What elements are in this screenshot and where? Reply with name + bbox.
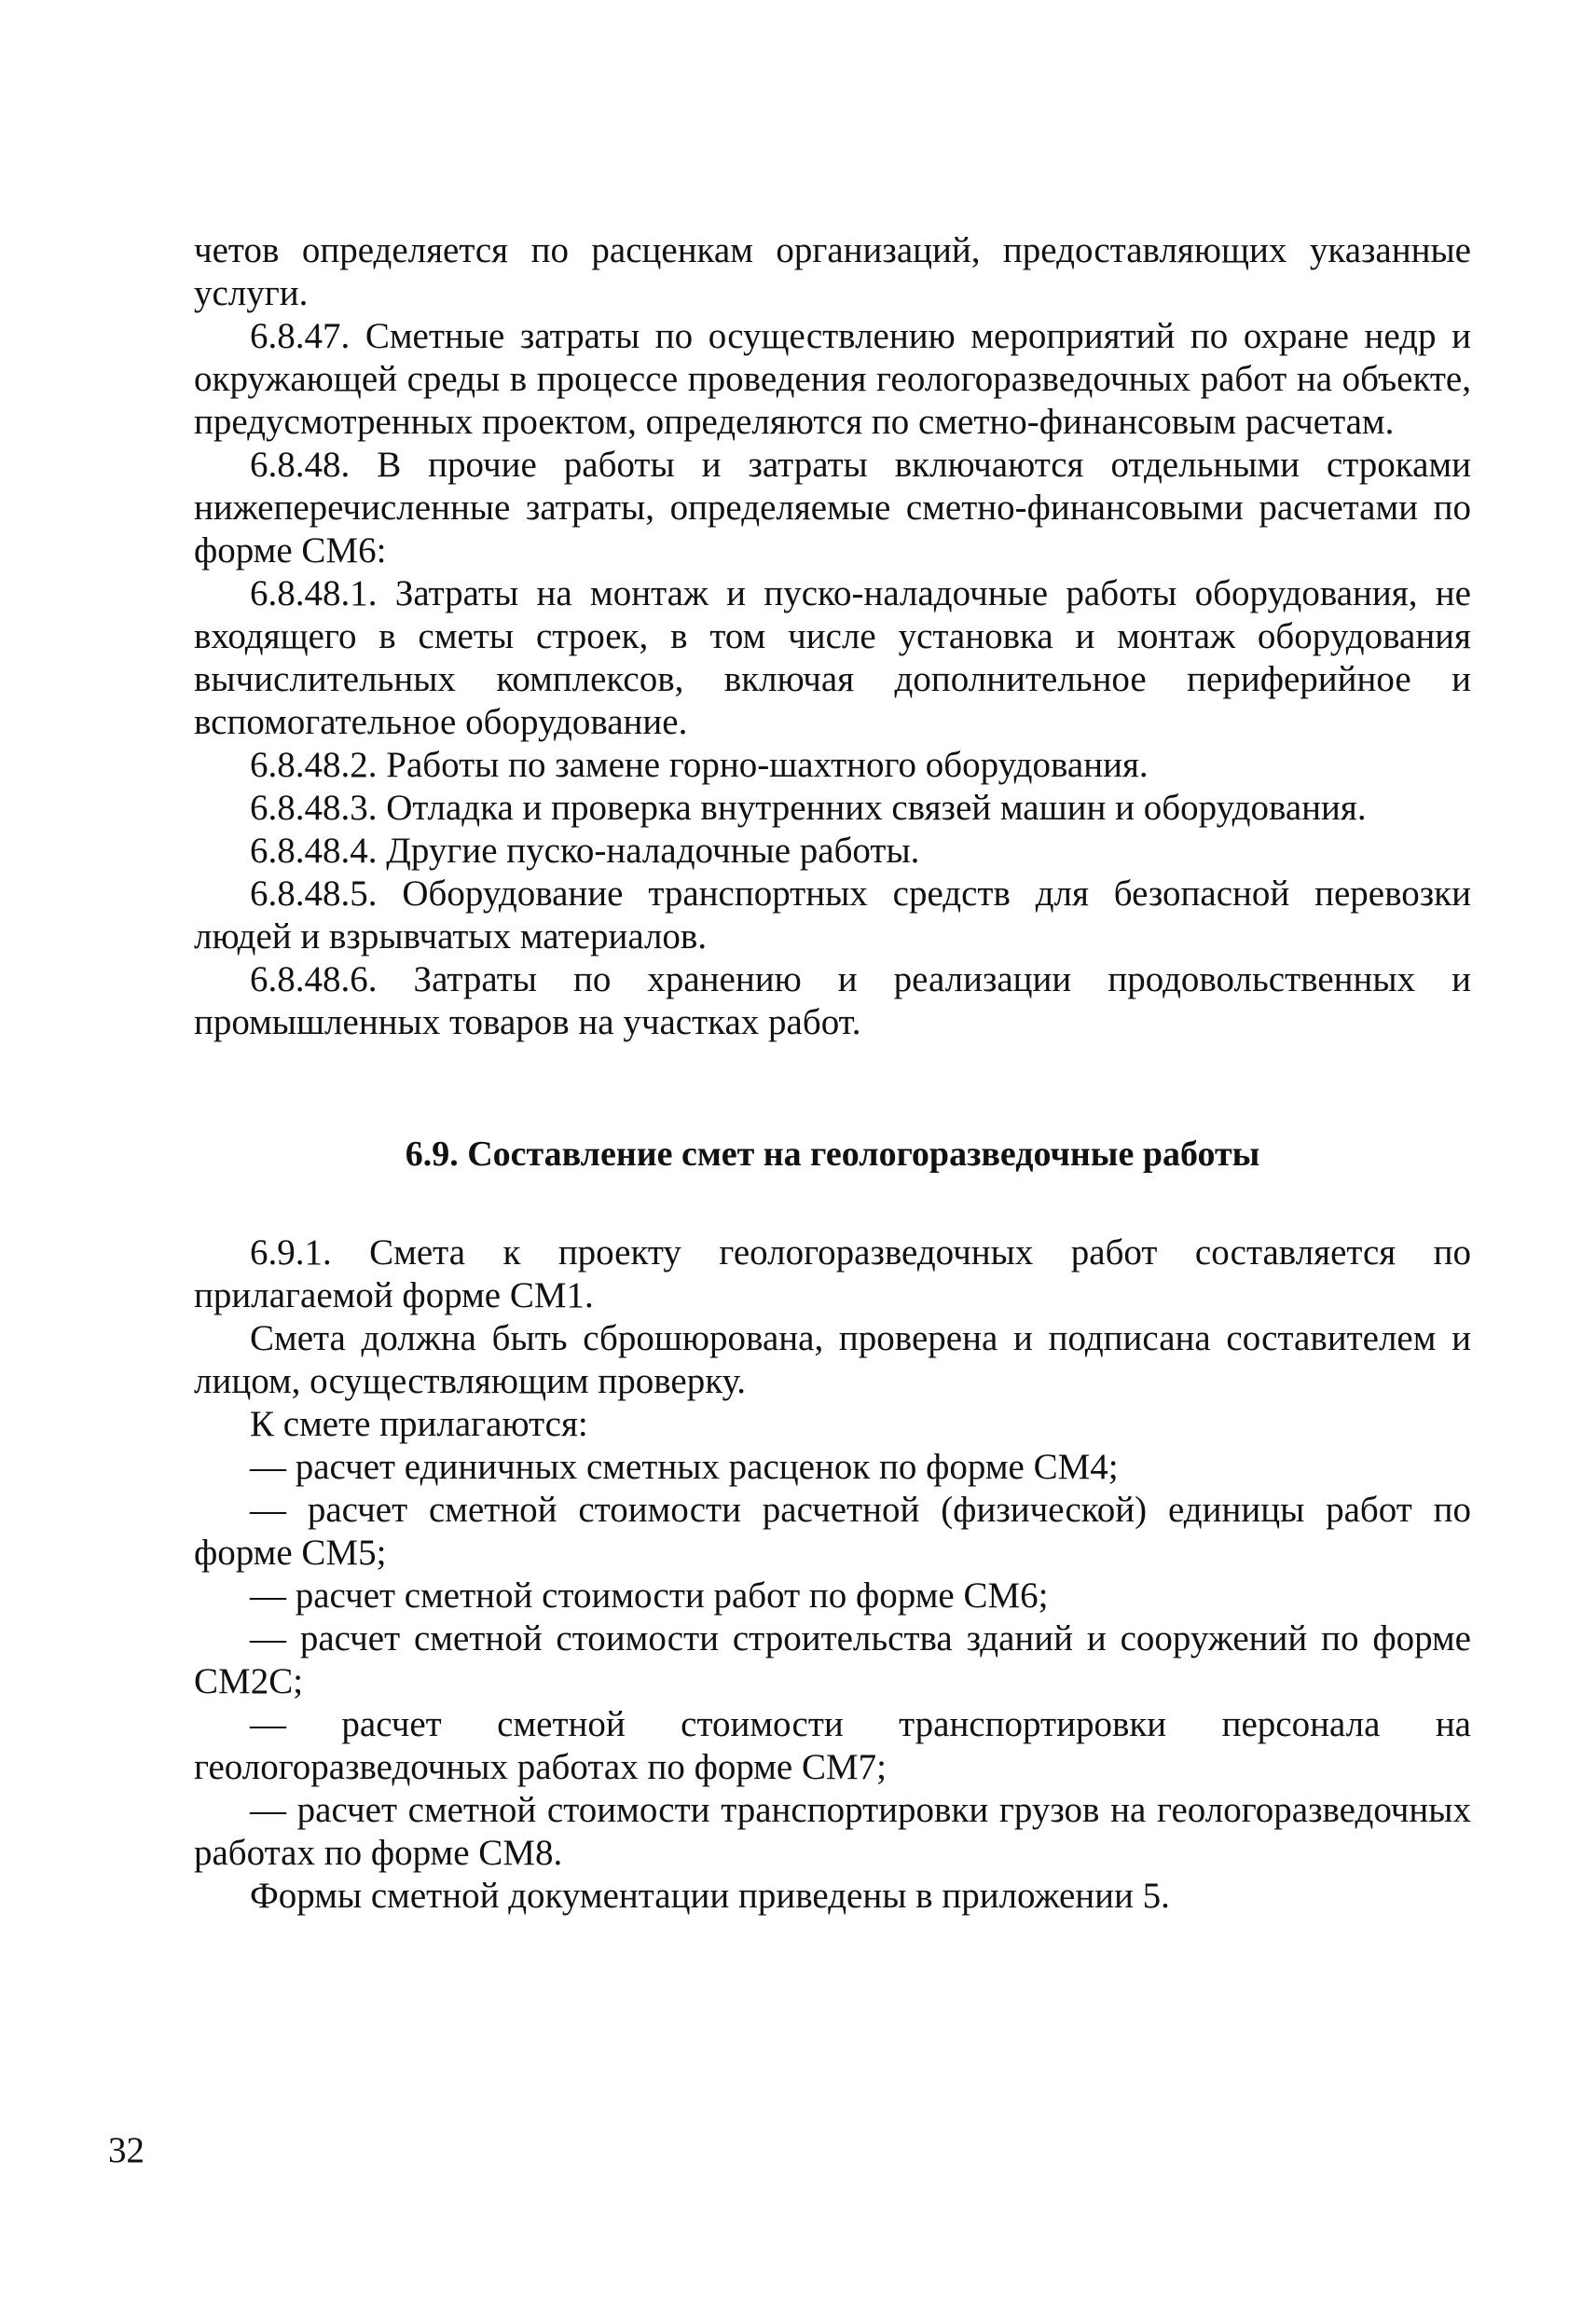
list-item: — расчет сметной стоимости строительства зданий и сооружений по форме СМ2С; — [194, 1618, 1471, 1701]
paragraph: Формы сметной документации приведены в приложении 5. — [250, 1876, 1170, 1916]
list-item: — расчет единичных сметных расценок по форме СМ4; — [250, 1447, 1119, 1487]
paragraph-6-8-48-1: 6.8.48.1. Затраты на монтаж и пуско-наладочные работы оборудования, не входящего в сметы строек, в том числе установка и монтаж оборудования вычислительных комплексов, включая дополнительное периферийное и вспомогательное оборудование. — [194, 573, 1471, 742]
paragraph-6-8-48-6: 6.8.48.6. Затраты по хранению и реализации продовольственных и промышленных товаров на участках работ. — [194, 959, 1471, 1042]
list-item: — расчет сметной стоимости транспортировки персонала на геологоразведочных работах по форме СМ7; — [194, 1704, 1471, 1787]
paragraph-6-8-47: 6.8.47. Сметные затраты по осуществлению мероприятий по охране недр и окружающей среды в процессе проведения геологоразведочных работ на объекте, предусмотренных проектом, определяются по сметно-финансовым расчетам. — [194, 316, 1471, 442]
paragraph-6-8-48-2: 6.8.48.2. Работы по замене горно-шахтного оборудования. — [250, 745, 1149, 785]
paragraph: четов определяется по расценкам организаций, предоставляющих указанные услуги. — [194, 230, 1471, 313]
paragraph: Смета должна быть сброшюрована, проверена и подписана составителем и лицом, осуществляющим проверку. — [194, 1318, 1471, 1401]
page-number: 32 — [108, 2130, 144, 2170]
list-item: — расчет сметной стоимости расчетной (физической) единицы работ по форме СМ5; — [194, 1490, 1471, 1573]
page-body — [194, 229, 1471, 1918]
section-heading: 6.9. Составление смет на геологоразведочные работы — [405, 1135, 1260, 1174]
list-item: — расчет сметной стоимости работ по форме СМ6; — [250, 1576, 1049, 1616]
paragraph-6-8-48: 6.8.48. В прочие работы и затраты включаются отдельными строками нижеперечисленные затраты, определяемые сметно-финансовыми расчетами по форме СМ6: — [194, 445, 1471, 571]
paragraph-6-8-48-4: 6.8.48.4. Другие пуско-наладочные работы. — [250, 831, 920, 871]
paragraph-6-9-1: 6.9.1. Смета к проекту геологоразведочных работ составляется по прилагаемой форме СМ1. — [194, 1232, 1471, 1315]
list-item: — расчет сметной стоимости транспортировки грузов на геологоразведочных работах по форме СМ8. — [194, 1790, 1471, 1873]
paragraph: К смете прилагаются: — [250, 1404, 588, 1444]
paragraph-6-8-48-5: 6.8.48.5. Оборудование транспортных средств для безопасной перевозки людей и взрывчатых материалов. — [194, 874, 1471, 956]
paragraph-6-8-48-3: 6.8.48.3. Отладка и проверка внутренних связей машин и оборудования. — [250, 788, 1367, 828]
